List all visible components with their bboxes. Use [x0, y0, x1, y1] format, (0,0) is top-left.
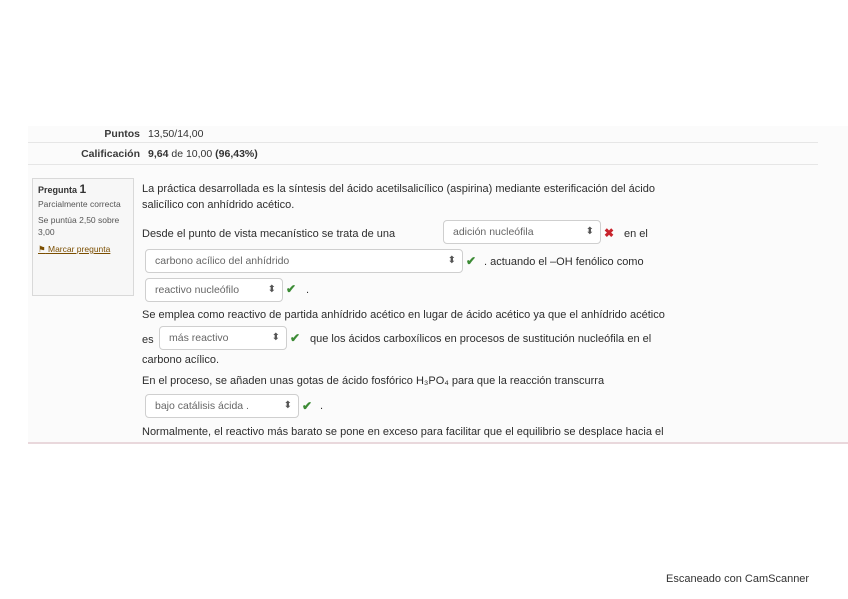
- dropdown-arrow-icon: ⬍: [271, 332, 280, 343]
- intro-line-2: salicílico con anhídrido acético.: [142, 199, 295, 211]
- sentence-1-after: en el: [624, 228, 648, 240]
- sentence-3-after: .: [306, 284, 310, 296]
- points-value: 13,50/14,00: [148, 128, 204, 140]
- question-number-prefix: Pregunta: [38, 185, 78, 195]
- flag-question-link[interactable]: [38, 243, 128, 255]
- oh-role-select-value: reactivo nucleófilo: [155, 284, 240, 296]
- correct-icon: ✔: [302, 399, 313, 413]
- correct-icon: ✔: [466, 254, 477, 268]
- sentence-4-line-3: carbono acílico.: [142, 354, 220, 366]
- dropdown-arrow-icon: ⬍: [283, 400, 292, 411]
- grade-percent: (96,43%): [215, 148, 258, 160]
- summary-divider-2: [28, 164, 818, 165]
- grade-max: de 10,00: [168, 148, 216, 160]
- site-select-value: carbono acílico del anhídrido: [155, 255, 290, 267]
- site-select[interactable]: [145, 249, 463, 273]
- question-number-value: 1: [79, 182, 87, 196]
- sentence-4-line-1: Se emplea como reactivo de partida anhídrido acético en lugar de ácido acético ya que el anhídrido acético: [142, 309, 665, 321]
- points-label: Puntos: [104, 128, 140, 140]
- dropdown-arrow-icon: ⬍: [447, 255, 456, 266]
- scanner-watermark: Escaneado con CamScanner: [666, 573, 810, 585]
- anhydride-select-value: más reactivo: [169, 332, 229, 344]
- sentence-4-before: es: [142, 334, 154, 346]
- sentence-5-line-1: En el proceso, se añaden unas gotas de ácido fosfórico H₃PO₄ para que la reacción transcurra: [142, 375, 605, 387]
- intro-line-1: La práctica desarrollada es la síntesis del ácido acetilsalicílico (aspirina) mediante esterificación del ácido: [142, 183, 655, 195]
- grade-score: 9,64: [148, 148, 169, 160]
- scanned-page: [28, 126, 848, 444]
- mechanism-select-value: adición nucleófila: [453, 226, 534, 238]
- flag-question-label: Marcar pregunta: [48, 244, 111, 254]
- dropdown-arrow-icon: ⬍: [585, 226, 594, 237]
- question-state: Parcialmente correcta: [38, 199, 121, 209]
- incorrect-icon: ✖: [604, 226, 615, 240]
- flag-icon: ⚑: [38, 244, 46, 254]
- question-number: [38, 183, 128, 196]
- points-row: [68, 128, 203, 140]
- sentence-4-after: que los ácidos carboxílicos en procesos de sustitución nucleófila en el: [310, 333, 652, 345]
- grade-label: Calificación: [81, 148, 140, 160]
- oh-role-select[interactable]: [145, 278, 283, 302]
- sentence-1-before: Desde el punto de vista mecanístico se trata de una: [142, 228, 396, 240]
- correct-icon: ✔: [286, 282, 297, 296]
- summary-divider: [28, 142, 818, 143]
- anhydride-select[interactable]: [159, 326, 287, 350]
- mechanism-select[interactable]: [443, 220, 601, 244]
- sentence-5-after: .: [320, 400, 324, 412]
- dropdown-arrow-icon: ⬍: [267, 284, 276, 295]
- sentence-6-line-1: Normalmente, el reactivo más barato se pone en exceso para facilitar que el equilibrio se desplace hacia el: [142, 426, 664, 438]
- catalysis-select[interactable]: [145, 394, 299, 418]
- correct-icon: ✔: [290, 331, 301, 345]
- question-points: Se puntúa 2,50 sobre 3,00: [38, 215, 120, 237]
- sentence-2-after: . actuando el –OH fenólico como: [484, 256, 644, 268]
- grade-value: [148, 148, 258, 160]
- catalysis-select-value: bajo catálisis ácida .: [155, 400, 249, 412]
- question-info-box: [32, 178, 134, 296]
- grade-row: [68, 148, 258, 160]
